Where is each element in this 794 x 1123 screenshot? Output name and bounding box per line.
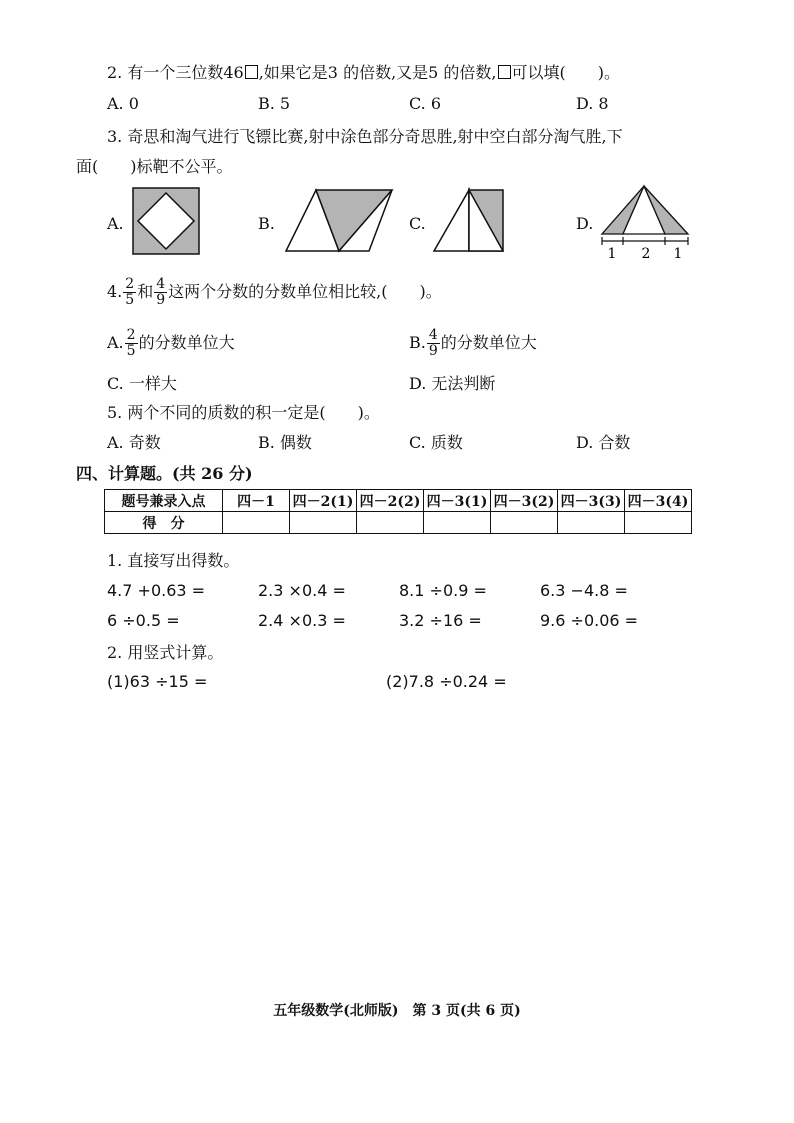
sub2-item-1: (1)63 ÷15 =	[107, 672, 208, 691]
calc-r1-c3: 8.1 ÷0.9 =	[399, 581, 487, 600]
score-cell[interactable]	[290, 512, 357, 534]
calc-r2-c2: 2.4 ×0.3 =	[258, 611, 346, 630]
q2-stem-before: 2. 有一个三位数46	[107, 63, 244, 82]
q3-stem-line2: 面( )标靶不公平。	[76, 157, 233, 176]
q2-stem-after: ,如果它是3 的倍数,又是5 的倍数,	[258, 63, 497, 82]
score-cell[interactable]	[223, 512, 290, 534]
score-cell[interactable]	[357, 512, 424, 534]
q3-target-a	[132, 187, 202, 255]
score-col-6: 四－3(3)	[558, 490, 625, 512]
q4-option-a-fraction: $\frac{2}{5}$	[126, 326, 136, 359]
sub1-title: 1. 直接写出得数。	[107, 551, 240, 570]
q3-target-d	[600, 184, 696, 264]
calc-r2-c1: 6 ÷0.5 =	[107, 611, 180, 630]
calc-r2-c3: 3.2 ÷16 =	[399, 611, 482, 630]
q5-option-a: A. 奇数	[107, 433, 161, 452]
q4-suffix: 这两个分数的分数单位相比较,( )。	[168, 282, 442, 301]
score-cell[interactable]	[491, 512, 558, 534]
q2-stem-tail: 可以填( )。	[511, 63, 621, 82]
score-table-header-label: 题号兼录入点	[105, 490, 223, 512]
q3-stem-line1: 3. 奇思和淘气进行飞镖比赛,射中涂色部分奇思胜,射中空白部分淘气胜,下	[107, 127, 623, 146]
calc-r2-c4: 9.6 ÷0.06 =	[540, 611, 639, 630]
q3-target-c	[433, 189, 505, 253]
q4-option-c: C. 一样大	[107, 374, 177, 393]
page-footer: 五年级数学(北师版) 第 3 页(共 6 页)	[273, 1003, 521, 1019]
score-table	[104, 489, 692, 534]
score-table-score-row	[105, 512, 692, 534]
q4-mid: 和	[137, 282, 154, 301]
q5-option-d: D. 合数	[576, 433, 631, 452]
score-col-4: 四－3(1)	[424, 490, 491, 512]
q4-option-d: D. 无法判断	[409, 374, 496, 393]
q2-option-d: D. 8	[576, 94, 609, 113]
q3-label-c: C.	[409, 214, 426, 233]
score-row-label: 得 分	[105, 512, 223, 534]
calc-r1-c1: 4.7 +0.63 =	[107, 581, 206, 600]
q3-label-a: A.	[107, 214, 124, 233]
q3-label-d: D.	[576, 214, 594, 233]
q3-target-b	[285, 189, 395, 253]
score-cell[interactable]	[558, 512, 625, 534]
score-col-1: 四－1	[223, 490, 290, 512]
q4-stem	[107, 274, 442, 310]
calc-r1-c2: 2.3 ×0.4 =	[258, 581, 346, 600]
q4-option-a: A. $\frac{2}{5}$ 的分数单位大	[107, 326, 235, 359]
blank-box-icon	[498, 65, 511, 79]
score-col-2: 四－2(1)	[290, 490, 357, 512]
target-d-seg1: 1	[607, 246, 617, 262]
q5-option-b: B. 偶数	[258, 433, 312, 452]
score-col-5: 四－3(2)	[491, 490, 558, 512]
q4-prefix: 4.	[107, 282, 123, 301]
q4-option-b-fraction: $\frac{4}{9}$	[428, 326, 438, 359]
score-cell[interactable]	[424, 512, 491, 534]
q2-option-c: C. 6	[409, 94, 442, 113]
target-d-seg3: 1	[673, 246, 683, 262]
q4-fraction-2: $\frac{4}{9}$	[156, 275, 166, 308]
score-col-7: 四－3(4)	[625, 490, 692, 512]
calc-r1-c4: 6.3 −4.8 =	[540, 581, 628, 600]
q4-option-b: B. $\frac{4}{9}$ 的分数单位大	[409, 326, 537, 359]
sub2-item-2: (2)7.8 ÷0.24 =	[386, 672, 507, 691]
q2-option-a: A. 0	[107, 94, 139, 113]
sub2-title: 2. 用竖式计算。	[107, 643, 224, 662]
score-table-header-row	[105, 490, 692, 512]
score-col-3: 四－2(2)	[357, 490, 424, 512]
target-c-left-triangle	[434, 190, 469, 251]
q2-stem	[107, 62, 620, 84]
target-d-seg2: 2	[641, 246, 651, 262]
section-4-title: 四、计算题。(共 26 分)	[76, 464, 253, 483]
q4-fraction-1: $\frac{2}{5}$	[125, 275, 135, 308]
q3-label-b: B.	[258, 214, 275, 233]
blank-box-icon	[245, 65, 258, 79]
q2-option-b: B. 5	[258, 94, 291, 113]
q5-stem: 5. 两个不同的质数的积一定是( )。	[107, 403, 380, 422]
q5-option-c: C. 质数	[409, 433, 463, 452]
score-cell[interactable]	[625, 512, 692, 534]
